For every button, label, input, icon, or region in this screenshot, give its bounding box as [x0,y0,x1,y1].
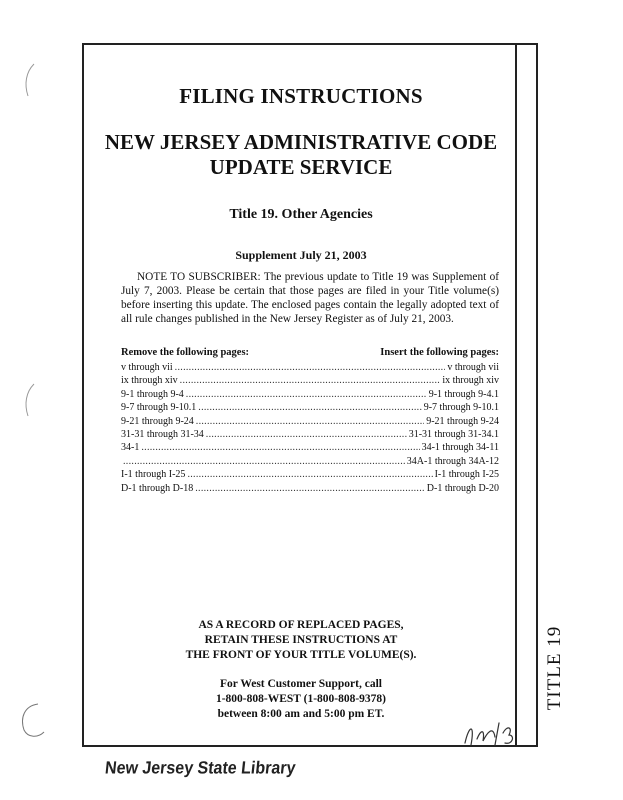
insert-cell: 31-31 through 31-34.1 [408,429,499,441]
remove-cell: 31-31 through 31-34 [121,429,204,441]
insert-cell: 9-1 through 9-4.1 [428,388,499,400]
remove-cell: ix through xiv [121,375,178,387]
remove-cell: 34-1 [121,442,140,454]
remove-cell: D-1 through D-18 [121,482,194,494]
support-hours: between 8:00 am and 5:00 pm ET. [217,708,385,720]
remove-cell: 9-7 through 9-10.1 [121,402,197,414]
code-heading [82,130,520,180]
library-stamp: New Jersey State Library [104,759,297,778]
subscriber-note: NOTE TO SUBSCRIBER: The previous update to Title 19 was Supplement of July 7, 2003. Please be certain that those pages are filed in your Title volume(s) before inserting this update. The enclosed pages contain the legally adopted text of all rule changes published in the New Jersey Register as of July 21, 2003. [121,271,499,325]
supplement-date: Supplement July 21, 2003 [235,248,367,262]
table-row [121,374,499,387]
table-row [121,441,499,454]
code-heading-line2: UPDATE SERVICE [209,155,393,179]
insert-cell: 34A-1 through 34A-12 [406,455,499,467]
page-columns-header [121,347,499,358]
page-list [121,361,499,495]
table-row [121,455,499,468]
record-instructions [82,618,520,663]
record-line: THE FRONT OF YOUR TITLE VOLUME(S). [185,649,417,661]
remove-header: Remove the following pages: [121,347,250,358]
table-row [121,388,499,401]
insert-cell: 9-7 through 9-10.1 [423,402,499,414]
remove-cell: v through vii [121,362,173,373]
record-line: AS A RECORD OF REPLACED PAGES, [198,619,404,631]
insert-cell: 9-21 through 9-24 [426,415,499,427]
table-row [121,415,499,428]
remove-cell: 9-21 through 9-24 [121,415,194,427]
support-line: For West Customer Support, call [220,678,382,690]
title-tab-label: TITLE 19 [544,625,565,711]
code-heading-line1: NEW JERSEY ADMINISTRATIVE CODE [104,130,498,154]
insert-cell: ix through xiv [442,375,499,387]
insert-cell: 34-1 through 34-11 [421,442,499,454]
table-row [121,482,499,495]
remove-cell: 9-1 through 9-4 [121,388,184,400]
record-line: RETAIN THESE INSTRUCTIONS AT [204,634,398,646]
scan-mark-icon [18,380,38,420]
insert-header: Insert the following pages: [380,347,499,358]
document-title: FILING INSTRUCTIONS [179,84,423,108]
table-row [121,401,499,414]
table-row [121,428,499,441]
insert-cell: I-1 through I-25 [434,469,499,481]
binder-hole-icon [18,700,48,740]
scan-mark-icon [18,60,38,100]
table-row [121,468,499,481]
insert-cell: v through vii [447,362,499,373]
support-phone: 1-800-808-WEST (1-800-808-9378) [215,693,387,705]
title-line: Title 19. Other Agencies [229,207,373,222]
insert-cell: D-1 through D-20 [426,482,499,494]
remove-cell: I-1 through I-25 [121,469,186,481]
table-row [121,361,499,374]
handwritten-initials-icon [455,715,525,755]
